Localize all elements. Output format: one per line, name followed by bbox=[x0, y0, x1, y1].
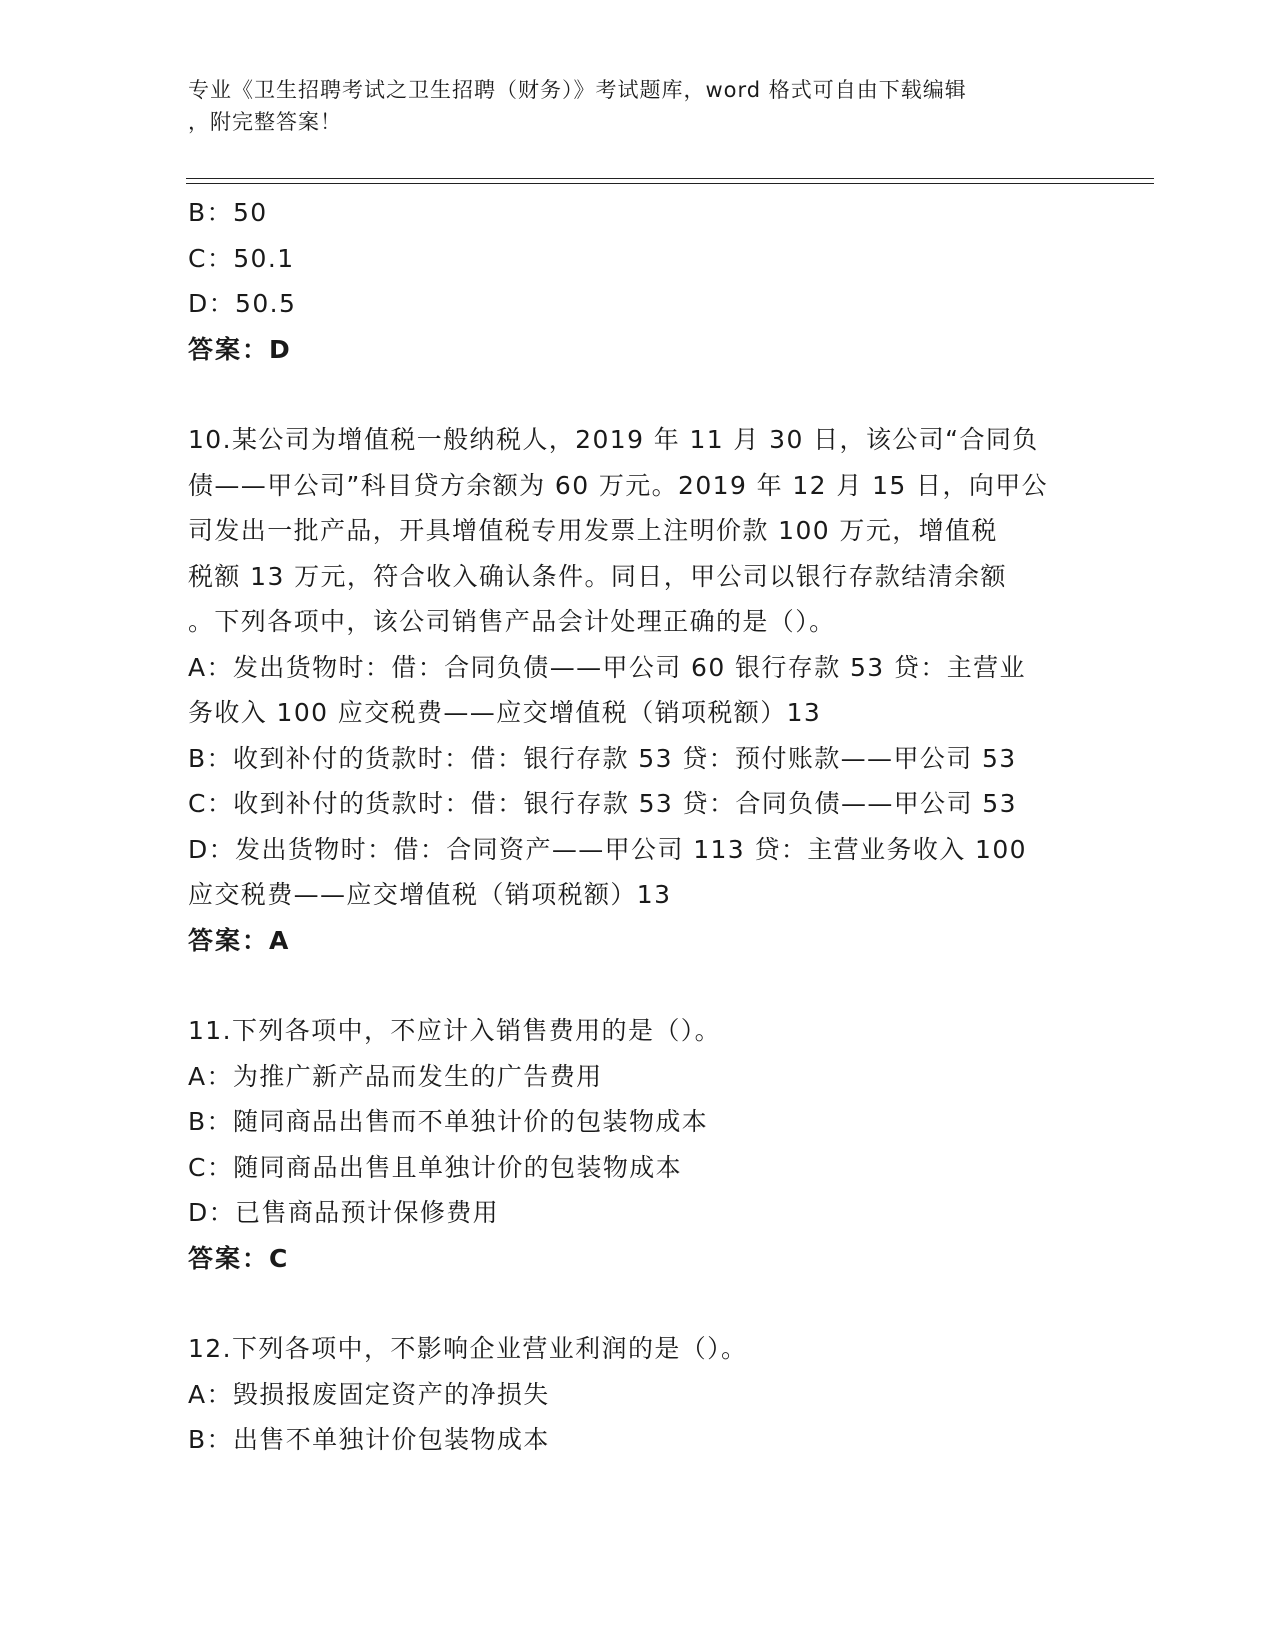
q10-stem-line: 司发出一批产品，开具增值税专用发票上注明价款 100 万元，增值税 bbox=[188, 516, 998, 545]
q10-answer: 答案：A bbox=[188, 925, 291, 955]
q9-option-d: D：50.5 bbox=[188, 289, 297, 318]
header-line-1: 专业《卫生招聘考试之卫生招聘（财务）》考试题库，word 格式可自由下载编辑 bbox=[188, 78, 967, 102]
q11-option-b: B：随同商品出售而不单独计价的包装物成本 bbox=[188, 1107, 709, 1136]
q10-option-b: B：收到补付的货款时：借：银行存款 53 贷：预付账款——甲公司 53 bbox=[188, 743, 1017, 773]
q11-option-a: A：为推广新产品而发生的广告费用 bbox=[188, 1061, 603, 1091]
q10-option-a-line: A：发出货物时：借：合同负债——甲公司 60 银行存款 53 贷：主营业 bbox=[188, 652, 1026, 682]
question-10 bbox=[188, 417, 1088, 963]
question-12 bbox=[188, 1326, 1088, 1463]
q10-stem-line: 债——甲公司”科目贷方余额为 60 万元。2019 年 12 月 15 日，向甲公 bbox=[188, 470, 1049, 500]
q10-stem-line: 税额 13 万元，符合收入确认条件。同日，甲公司以银行存款结清余额 bbox=[188, 561, 1007, 591]
q9-answer: 答案：D bbox=[188, 334, 292, 364]
q12-option-a: A：毁损报废固定资产的净损失 bbox=[188, 1379, 550, 1409]
question-9-continued bbox=[188, 190, 1088, 372]
q12-option-b: B：出售不单独计价包装物成本 bbox=[188, 1425, 550, 1454]
q11-answer: 答案：C bbox=[188, 1243, 290, 1273]
q10-option-d-line: 应交税费——应交增值税（销项税额）13 bbox=[188, 880, 672, 909]
spacer bbox=[188, 963, 1088, 1008]
q9-option-b: B：50 bbox=[188, 198, 268, 227]
q11-option-d: D：已售商品预计保修费用 bbox=[188, 1198, 500, 1227]
spacer bbox=[188, 372, 1088, 417]
header-divider-top bbox=[186, 178, 1154, 179]
document-header bbox=[188, 74, 1088, 138]
question-11 bbox=[188, 1008, 1088, 1281]
header-line-2: ，附完整答案！ bbox=[188, 110, 342, 134]
q9-option-c: C：50.1 bbox=[188, 243, 295, 273]
q12-stem: 12.下列各项中，不影响企业营业利润的是（）。 bbox=[188, 1334, 748, 1363]
spacer bbox=[188, 1281, 1088, 1326]
q10-stem-line: 。下列各项中，该公司销售产品会计处理正确的是（）。 bbox=[188, 607, 836, 636]
q10-option-c: C：收到补付的货款时：借：银行存款 53 贷：合同负债——甲公司 53 bbox=[188, 789, 1017, 818]
header-divider-bottom bbox=[186, 183, 1154, 184]
q10-option-a-line: 务收入 100 应交税费——应交增值税（销项税额）13 bbox=[188, 698, 822, 727]
document-body bbox=[188, 190, 1088, 1463]
q10-option-d-line: D：发出货物时：借：合同资产——甲公司 113 贷：主营业务收入 100 bbox=[188, 834, 1027, 864]
q11-stem: 11.下列各项中，不应计入销售费用的是（）。 bbox=[188, 1016, 722, 1045]
q10-stem-line: 10.某公司为增值税一般纳税人，2019 年 11 月 30 日，该公司“合同负 bbox=[188, 425, 1039, 454]
q11-option-c: C：随同商品出售且单独计价的包装物成本 bbox=[188, 1152, 683, 1182]
